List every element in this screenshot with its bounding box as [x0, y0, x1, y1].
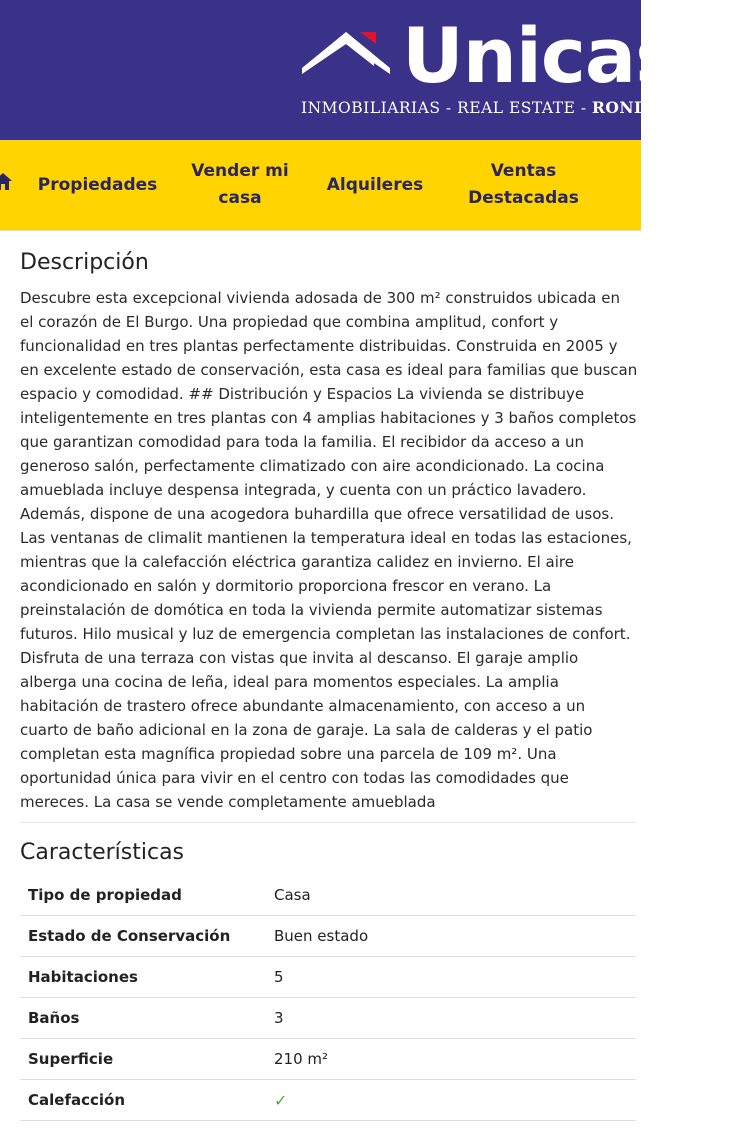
feature-label: Habitaciones	[20, 957, 266, 998]
nav-item-propiedades[interactable]: Propiedades	[37, 174, 158, 195]
brand-tagline	[301, 98, 661, 117]
nav-item-vender[interactable]: Vender mi casa	[191, 161, 289, 208]
site-header	[0, 0, 730, 140]
section-divider	[20, 822, 636, 823]
features-heading: Características	[20, 840, 185, 865]
tagline-location: RONDA	[592, 98, 661, 117]
check-icon: ✓	[274, 1090, 288, 1110]
table-row	[20, 916, 636, 957]
nav-item-ventas-destacadas[interactable]: Ventas Destacadas	[468, 161, 579, 208]
feature-value: Casa	[266, 875, 636, 916]
feature-value: 210 m²	[266, 1039, 636, 1080]
feature-label: Baños	[20, 998, 266, 1039]
description-text: Descubre esta excepcional vivienda adosada de 300 m² construidos ubicada en el corazón de El Burgo. Una propiedad que combina amplitud, confort y funcionalidad en tres plantas perfectamente distribuidas. Construida en 2005 y en excelente estado de conservación, esta casa es ideal para familias que buscan espacio y comodidad. ## Distribución y Espacios La vivienda se distribuye inteligentemente en tres plantas con 4 amplias habitaciones y 3 baños completos que garantizan comodidad para toda la familia. El recibidor da acceso a un generoso salón, perfectamente climatizado con aire acondicionado. La cocina amueblada incluye despensa integrada, y cuenta con un práctico lavadero. Además, dispone de una acogedora buhardilla que ofrece versatilidad de usos. Las ventanas de climalit mantienen la temperatura ideal en todas las estaciones, mientras que la calefacción eléctrica garantiza calidez en invierno. El aire acondicionado en salón y dormitorio proporciona frescor en verano. La preinstalación de domótica en toda la vivienda permite automatizar sistemas futuros. Hilo musical y luz de emergencia completan las instalaciones de confort. Disfruta de una terraza con vistas que invita al descanso. El garaje amplio alberga una cocina de leña, ideal para momentos especiales. La amplia habitación de trastero ofrece abundante almacenamiento, con acceso a un cuarto de baño adicional en la zona de garaje. La sala de calderas y el patio completan esta magnífica propiedad sobre una parcela de 109 m². Una oportunidad única para vivir en el centro con todas las comodidades que mereces. La casa se vende completamente amueblada	[20, 289, 638, 811]
nav-item-alquileres[interactable]: Alquileres	[326, 174, 424, 195]
features-table	[20, 875, 636, 1121]
roof-logo-icon	[302, 28, 390, 74]
table-row	[20, 998, 636, 1039]
brand-logo-text[interactable]: Unicasa	[402, 11, 730, 100]
table-row	[20, 1080, 636, 1121]
home-icon[interactable]	[0, 172, 12, 192]
feature-value	[266, 1080, 636, 1121]
feature-value: 5	[266, 957, 636, 998]
description-heading: Descripción	[20, 250, 149, 275]
feature-label: Superficie	[20, 1039, 266, 1080]
feature-label: Estado de Conservación	[20, 916, 266, 957]
feature-value: Buen estado	[266, 916, 636, 957]
table-row	[20, 875, 636, 916]
feature-label: Tipo de propiedad	[20, 875, 266, 916]
feature-label: Calefacción	[20, 1080, 266, 1121]
tagline-main: INMOBILIARIAS - REAL ESTATE -	[301, 99, 592, 117]
table-row	[20, 957, 636, 998]
table-row	[20, 1039, 636, 1080]
feature-value: 3	[266, 998, 636, 1039]
